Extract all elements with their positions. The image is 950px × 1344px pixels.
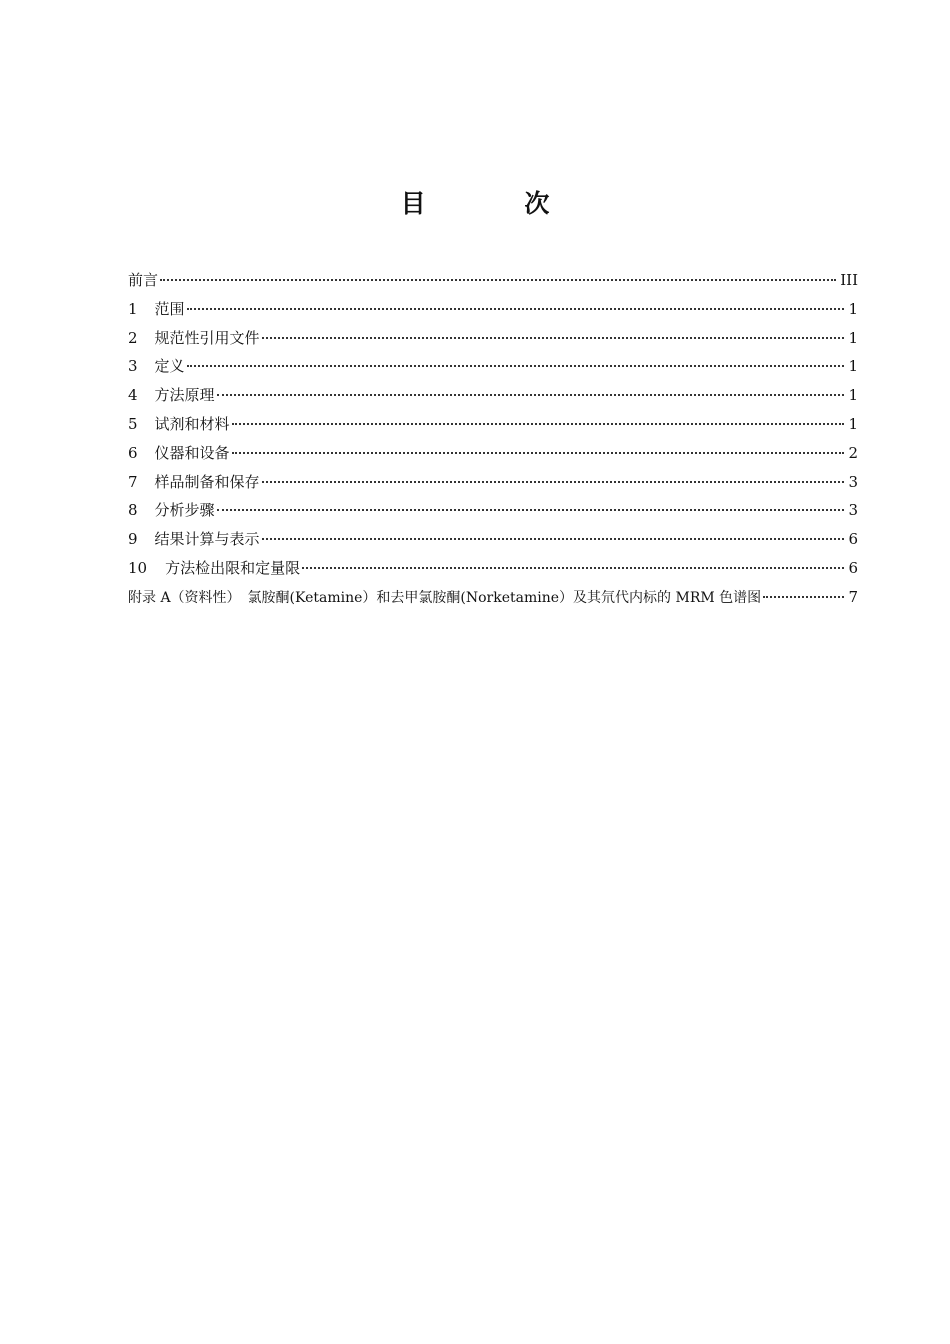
toc-entry-page: 2 (848, 443, 858, 462)
toc-entry-page: III (840, 271, 858, 289)
toc-leader-dots (217, 392, 845, 396)
toc-entry-appendix-a[interactable] (128, 583, 858, 612)
toc-entry-label: 附录 A（资料性） 氯胺酮(Ketamine）和去甲氯胺酮(Norketamine）及其氘代内标的 MRM 色谱图 (128, 589, 762, 606)
toc-entry-label: 试剂和材料 (154, 414, 230, 433)
toc-entry-label: 分析步骤 (154, 501, 215, 520)
toc-entry-label: 结果计算与表示 (154, 530, 260, 549)
toc-leader-dots (262, 479, 845, 483)
toc-entry-number: 10 (128, 558, 148, 577)
toc-entry-number: 1 (128, 299, 138, 318)
toc-entry-page: 1 (848, 386, 858, 405)
toc-entry-foreword[interactable] (128, 266, 858, 295)
toc-entry-label: 仪器和设备 (154, 443, 230, 462)
toc-entry-page: 3 (848, 501, 858, 520)
toc-entry-label: 方法检出限和定量限 (165, 558, 301, 577)
table-of-contents (128, 266, 858, 612)
toc-entry-page: 1 (848, 299, 858, 318)
toc-entry-label: 前言 (128, 271, 159, 289)
toc-leader-dots (217, 507, 845, 511)
toc-entry-number: 2 (128, 328, 138, 347)
toc-leader-dots (262, 536, 845, 540)
toc-entry-label: 规范性引用文件 (154, 328, 260, 347)
toc-entry-label: 定义 (154, 357, 185, 376)
toc-entry-1[interactable] (128, 295, 858, 324)
toc-entry-5[interactable] (128, 410, 858, 439)
toc-entry-label: 样品制备和保存 (154, 472, 260, 491)
toc-entry-label: 方法原理 (154, 386, 215, 405)
toc-entry-number: 6 (128, 443, 138, 462)
toc-entry-number: 7 (128, 472, 138, 491)
toc-entry-8[interactable] (128, 496, 858, 525)
toc-leader-dots (302, 565, 844, 569)
toc-entry-2[interactable] (128, 324, 858, 353)
toc-entry-number: 5 (128, 414, 138, 433)
page-title: 目 次 (400, 189, 595, 218)
toc-entry-6[interactable] (128, 439, 858, 468)
toc-entry-page: 1 (848, 414, 858, 433)
toc-entry-10[interactable] (128, 554, 858, 583)
toc-leader-dots (160, 277, 836, 281)
toc-entry-number: 4 (128, 386, 138, 405)
toc-entry-page: 6 (848, 530, 858, 549)
toc-leader-dots (763, 594, 844, 598)
toc-leader-dots (187, 306, 845, 310)
toc-entry-4[interactable] (128, 381, 858, 410)
toc-leader-dots (232, 421, 845, 425)
toc-entry-3[interactable] (128, 352, 858, 381)
toc-entry-number: 9 (128, 530, 138, 549)
toc-entry-9[interactable] (128, 525, 858, 554)
toc-leader-dots (262, 335, 845, 339)
toc-entry-page: 1 (848, 357, 858, 376)
toc-entry-label: 范围 (154, 299, 185, 318)
toc-entry-page: 3 (848, 472, 858, 491)
toc-leader-dots (232, 450, 845, 454)
toc-entry-number: 8 (128, 501, 138, 520)
toc-entry-page: 1 (848, 328, 858, 347)
toc-entry-number: 3 (128, 357, 138, 376)
toc-entry-page: 6 (848, 558, 858, 577)
toc-entry-page: 7 (848, 587, 858, 606)
toc-leader-dots (187, 363, 845, 367)
toc-entry-7[interactable] (128, 468, 858, 497)
